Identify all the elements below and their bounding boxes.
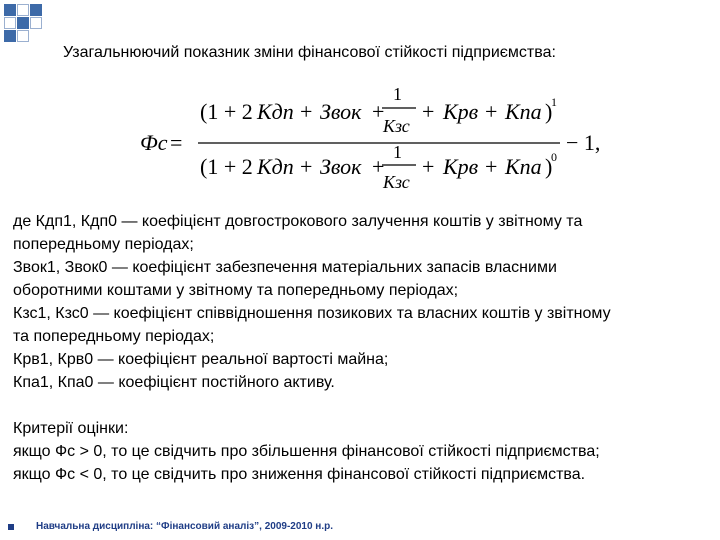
svg-text:(1 + 2: (1 + 2 — [200, 99, 253, 124]
svg-text:1: 1 — [551, 95, 557, 109]
formula-numerator — [200, 84, 557, 136]
corner-square — [17, 17, 29, 29]
slide-title: Узагальнюючий показник зміни фінансової стійкості підприємства: — [63, 44, 556, 61]
definition-line: Крв1, Крв0 — коефіцієнт реальної вартості майна; — [13, 351, 389, 368]
corner-square — [30, 4, 42, 16]
svg-text:): ) — [545, 154, 553, 179]
svg-text:Звок: Звок — [320, 154, 362, 179]
svg-text:1: 1 — [393, 142, 402, 162]
svg-text:+: + — [485, 99, 498, 124]
svg-text:Кзс: Кзс — [383, 172, 410, 192]
formula-lhs: Фс — [140, 130, 168, 155]
corner-square — [17, 30, 29, 42]
svg-text:(1 + 2: (1 + 2 — [200, 154, 253, 179]
definition-line: Звок1, Звок0 — коефіцієнт забезпечення матеріальних запасів власними — [13, 259, 557, 276]
svg-text:+: + — [300, 154, 313, 179]
corner-square — [4, 17, 16, 29]
definition-line: Кзс1, Кзс0 — коефіцієнт співвідношення позикових та власних коштів у звітному — [13, 305, 611, 322]
corner-square — [4, 30, 16, 42]
formula-denominator — [200, 142, 557, 192]
formula-tail: − 1, — [566, 130, 601, 155]
svg-text:+: + — [372, 99, 385, 124]
svg-text:+: + — [485, 154, 498, 179]
svg-text:=: = — [170, 130, 183, 155]
svg-text:Кпа: Кпа — [505, 154, 542, 179]
svg-text:Крв: Крв — [443, 99, 479, 124]
svg-text:): ) — [545, 99, 553, 124]
footer-bullet — [8, 524, 14, 530]
svg-text:+: + — [372, 154, 385, 179]
svg-text:Звок: Звок — [320, 99, 362, 124]
svg-text:Кпа: Кпа — [505, 99, 542, 124]
definition-line: попередньому періодах; — [13, 236, 194, 253]
svg-text:+: + — [422, 154, 435, 179]
svg-text:Кзс: Кзс — [383, 116, 410, 136]
corner-square — [17, 4, 29, 16]
criteria-line: якщо Фс > 0, то це свідчить про збільшення фінансової стійкості підприємства; — [13, 443, 600, 460]
definition-line: оборотними коштами у звітному та попередньому періодах; — [13, 282, 459, 299]
svg-text:1: 1 — [393, 84, 402, 104]
formula — [140, 82, 610, 202]
svg-text:Крв: Крв — [443, 154, 479, 179]
corner-square — [4, 4, 16, 16]
corner-square — [30, 17, 42, 29]
definitions-block — [13, 210, 713, 486]
svg-text:Кдп: Кдп — [257, 154, 294, 179]
definition-line: де Кдп1, Кдп0 — коефіцієнт довгострокового залучення коштів у звітному та — [13, 213, 583, 230]
svg-text:+: + — [422, 99, 435, 124]
svg-text:0: 0 — [551, 150, 557, 164]
footer-text: Навчальна дисципліна: “Фінансовий аналіз”, 2009-2010 н.р. — [36, 521, 334, 532]
svg-text:+: + — [300, 99, 313, 124]
criteria-line: якщо Фс < 0, то це свідчить про зниження фінансової стійкості підприємства. — [13, 466, 586, 483]
definition-line: та попередньому періодах; — [13, 328, 215, 345]
criteria-heading: Критерії оцінки: — [13, 420, 129, 437]
svg-text:Кдп: Кдп — [257, 99, 294, 124]
definition-line: Кпа1, Кпа0 — коефіцієнт постійного активу. — [13, 374, 335, 391]
